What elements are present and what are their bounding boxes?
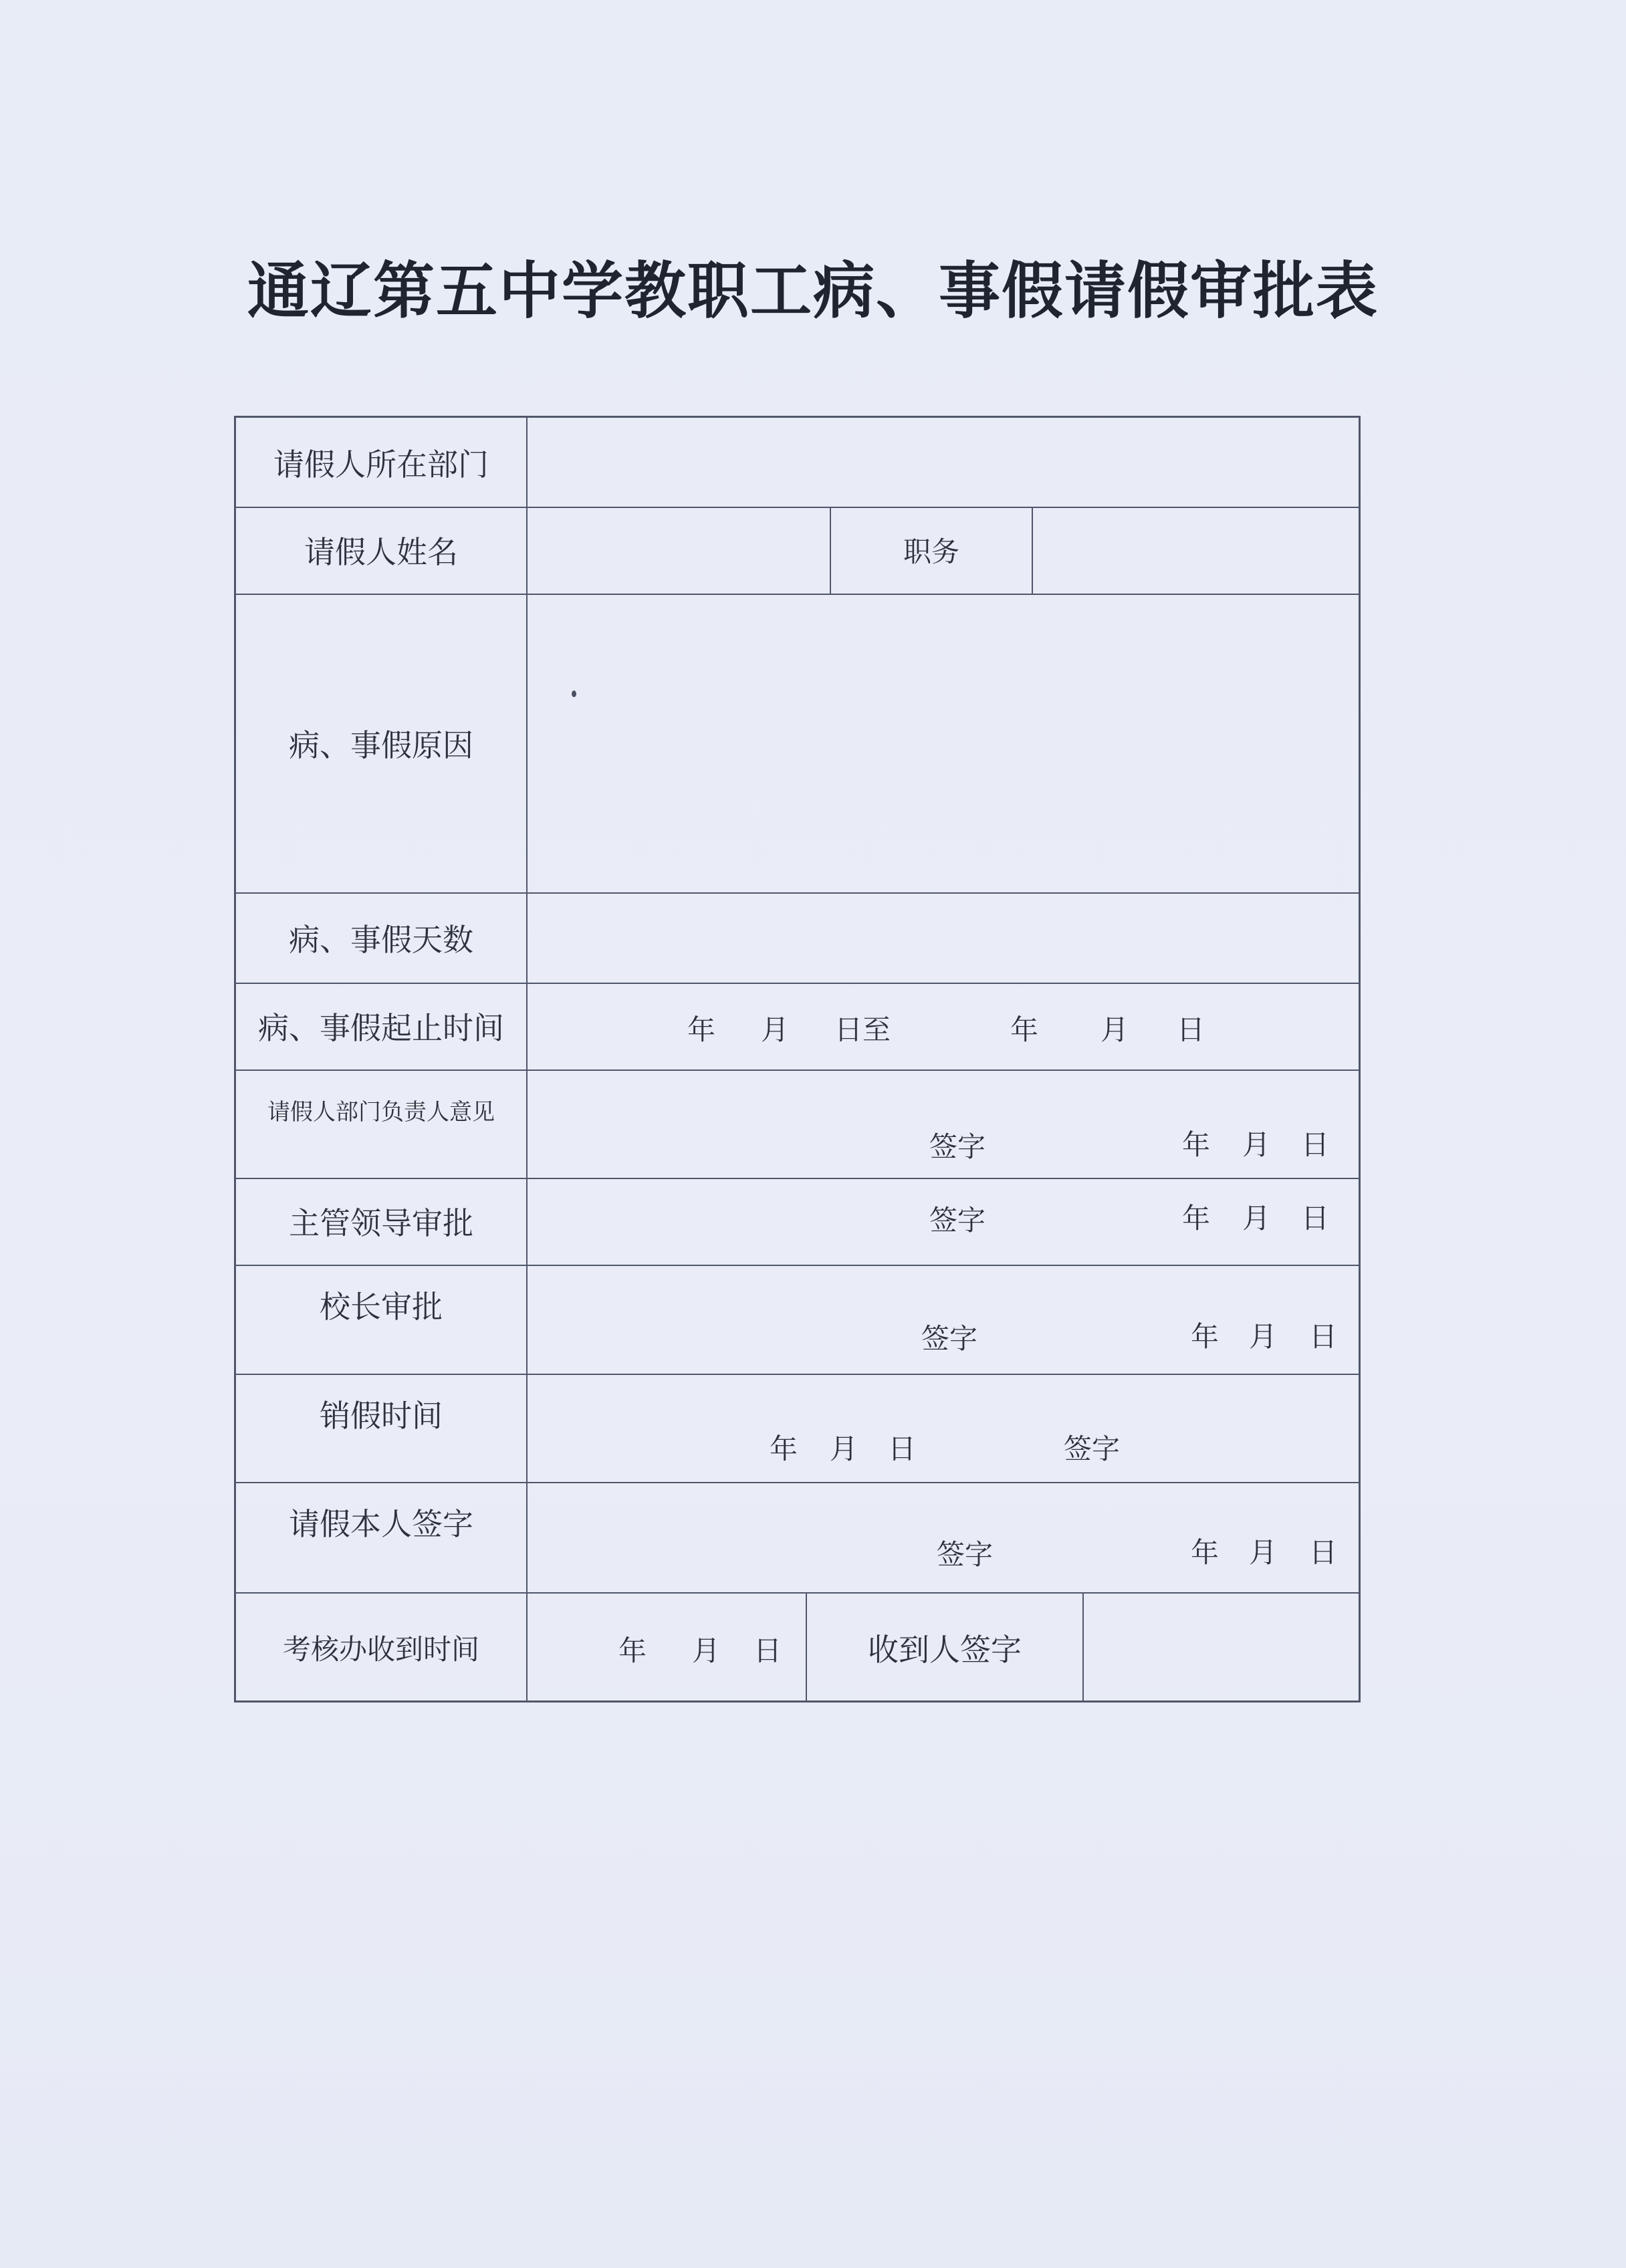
dept-head-year: 年 bbox=[1182, 1128, 1211, 1161]
self-sign-label: 请假本人签字 bbox=[289, 1506, 473, 1542]
cancel-sign-label: 签字 bbox=[1064, 1432, 1121, 1465]
leader-day: 日 bbox=[1301, 1202, 1330, 1235]
leader-label: 主管领导审批 bbox=[289, 1205, 473, 1241]
received-label: 考核办收到时间 bbox=[282, 1632, 479, 1666]
self-sign-day: 日 bbox=[1309, 1536, 1338, 1569]
position-field[interactable] bbox=[1033, 507, 1359, 594]
position-label: 职务 bbox=[903, 535, 959, 568]
self-sign-month: 月 bbox=[1249, 1536, 1278, 1569]
principal-year: 年 bbox=[1191, 1320, 1220, 1353]
days-field[interactable] bbox=[528, 892, 1359, 983]
reason-field[interactable] bbox=[528, 594, 1359, 892]
form-title: 通辽第五中学教职工病、事假请假审批表 bbox=[247, 255, 1379, 327]
reason-label: 病、事假原因 bbox=[289, 727, 473, 763]
period-month-end: 月 bbox=[1100, 1013, 1129, 1046]
received-year: 年 bbox=[618, 1634, 647, 1667]
receiver-sign-field[interactable] bbox=[1084, 1592, 1359, 1703]
leader-year: 年 bbox=[1182, 1202, 1211, 1235]
period-year-start: 年 bbox=[687, 1013, 716, 1046]
name-field[interactable] bbox=[528, 507, 828, 594]
name-label: 请假人姓名 bbox=[304, 534, 458, 570]
principal-month: 月 bbox=[1249, 1320, 1278, 1353]
principal-label: 校长审批 bbox=[320, 1289, 443, 1325]
ink-speck bbox=[572, 690, 576, 697]
period-month-start: 月 bbox=[761, 1013, 790, 1046]
cancel-label: 销假时间 bbox=[320, 1398, 443, 1434]
receiver-sign-label: 收到人签字 bbox=[868, 1631, 1022, 1668]
leader-sign-label: 签字 bbox=[929, 1204, 986, 1237]
principal-sign-label: 签字 bbox=[921, 1322, 978, 1355]
self-sign-sign-label: 签字 bbox=[937, 1538, 994, 1571]
dept-head-sign-label: 签字 bbox=[929, 1130, 986, 1163]
department-label: 请假人所在部门 bbox=[273, 446, 489, 483]
received-day: 日 bbox=[753, 1634, 782, 1667]
period-year-end: 年 bbox=[1010, 1013, 1039, 1046]
cancel-field[interactable] bbox=[528, 1374, 1359, 1482]
cancel-year: 年 bbox=[770, 1432, 798, 1465]
period-field[interactable] bbox=[528, 983, 1359, 1069]
self-sign-year: 年 bbox=[1191, 1536, 1220, 1569]
received-month: 月 bbox=[692, 1634, 721, 1667]
dept-head-month: 月 bbox=[1242, 1128, 1271, 1161]
dept-head-label: 请假人部门负责人意见 bbox=[267, 1098, 495, 1126]
principal-day: 日 bbox=[1309, 1320, 1338, 1353]
cancel-day: 日 bbox=[888, 1432, 917, 1465]
leader-month: 月 bbox=[1242, 1202, 1271, 1235]
leave-approval-form bbox=[234, 416, 1361, 1703]
cancel-month: 月 bbox=[830, 1432, 858, 1465]
days-label: 病、事假天数 bbox=[289, 921, 473, 958]
department-field[interactable] bbox=[528, 418, 1359, 507]
period-label: 病、事假起止时间 bbox=[258, 1010, 504, 1046]
period-day-end: 日 bbox=[1177, 1013, 1205, 1046]
period-day-to: 日至 bbox=[834, 1013, 891, 1046]
dept-head-day: 日 bbox=[1301, 1128, 1330, 1161]
